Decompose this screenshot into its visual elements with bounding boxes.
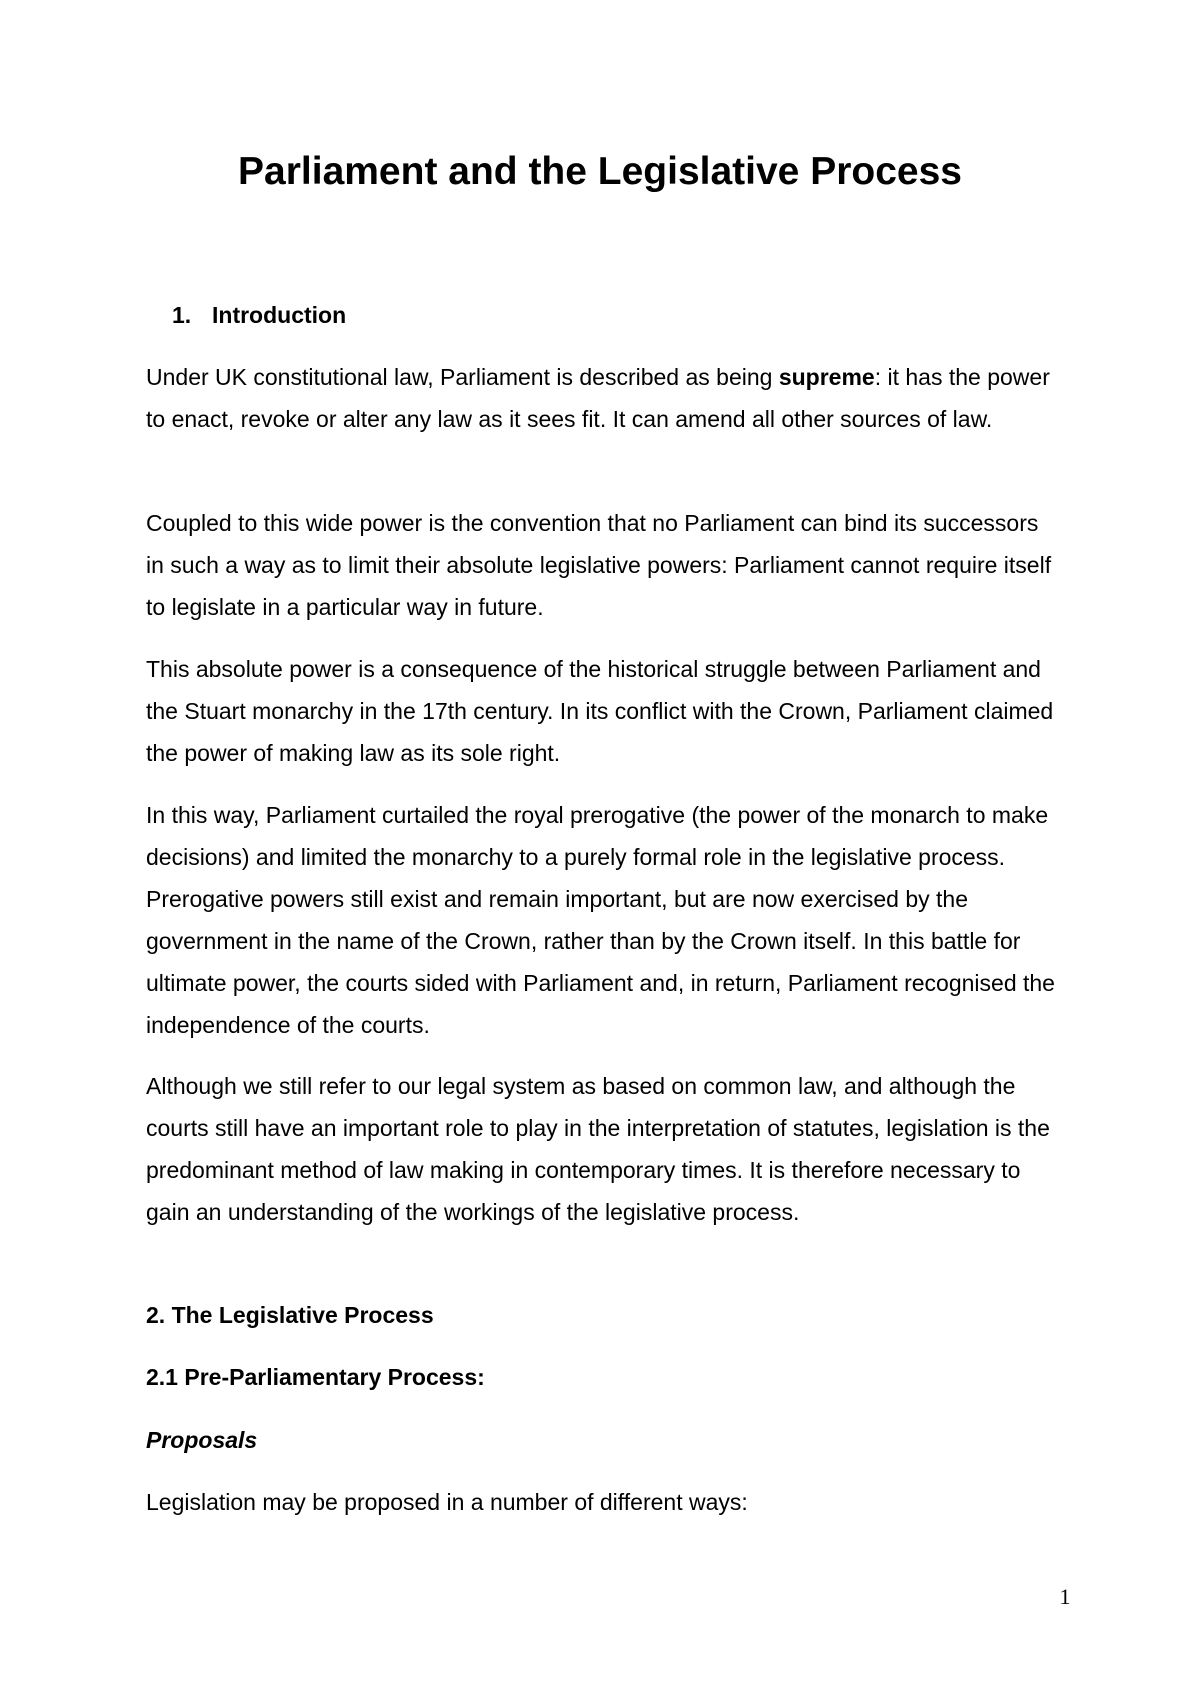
paragraph-common-law: Although we still refer to our legal system as based on common law, and although the courts still have an important role to play in the interpretation of statutes, legislation is the predominant method of law making in contemporary times. It is therefore necessary to gain an understanding of the workings of the legislative process. bbox=[146, 1073, 1050, 1225]
paragraph-history: This absolute power is a consequence of the historical struggle between Parliament and the Stuart monarchy in the 17th century. In its conflict with the Crown, Parliament claimed the power of making law as its sole right. bbox=[146, 656, 1054, 766]
subheading-proposals: Proposals bbox=[146, 1427, 258, 1453]
subsection-heading-pre-parliamentary: 2.1 Pre-Parliamentary Process: bbox=[146, 1364, 485, 1390]
section-heading-introduction bbox=[172, 298, 346, 332]
section-heading-legislative-process: 2. The Legislative Process bbox=[146, 1302, 434, 1328]
paragraph-text: Under UK constitutional law, Parliament is described as being bbox=[146, 364, 779, 390]
bold-term-supreme: supreme bbox=[778, 364, 875, 390]
paragraph-supremacy bbox=[146, 356, 1060, 440]
paragraph-prerogative: In this way, Parliament curtailed the royal prerogative (the power of the monarch to make decisions) and limited the monarchy to a purely formal role in the legislative process. Prerogative powers still exist and remain important, but are now exercised by the government in the name of the Crown, rather than by the Crown itself. In this battle for ultimate power, the courts sided with Parliament and, in return, Parliament recognised the independence of the courts. bbox=[146, 802, 1055, 1038]
paragraph-convention: Coupled to this wide power is the convention that no Parliament can bind its successors in such a way as to limit their absolute legislative powers: Parliament cannot require itself to legislate in a particular way in future. bbox=[146, 510, 1052, 620]
section-number: 1. bbox=[172, 302, 192, 328]
page-number: 1 bbox=[1059, 1584, 1071, 1609]
document-title: Parliament and the Legislative Process bbox=[238, 150, 962, 193]
paragraph-text: : it has the power to enact, revoke or alter any law as it sees fit. It can amend all other sources of law. bbox=[146, 364, 1050, 432]
paragraph-proposals-intro: Legislation may be proposed in a number of different ways: bbox=[146, 1489, 748, 1515]
section-title: Introduction bbox=[212, 302, 347, 328]
